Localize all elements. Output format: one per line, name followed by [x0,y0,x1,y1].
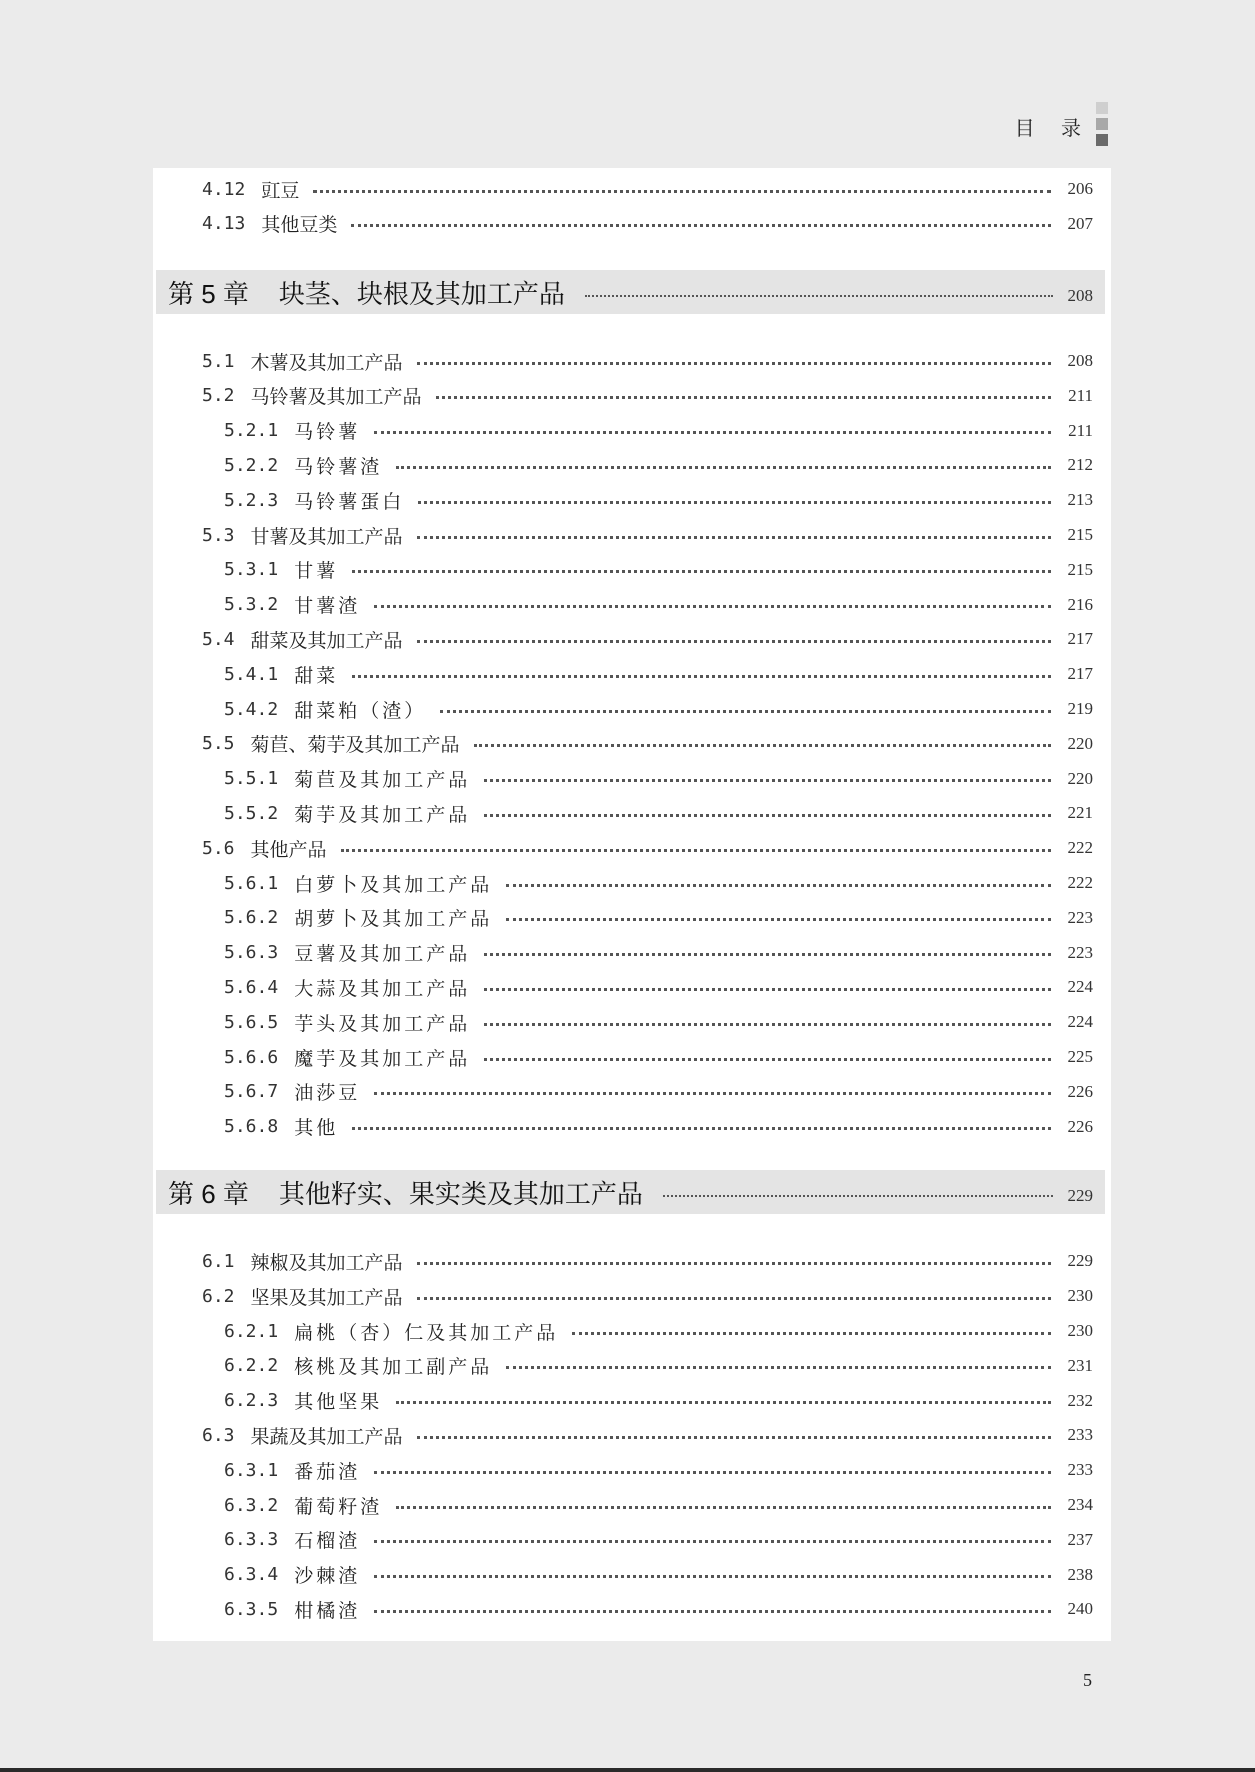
entry-number: 5.6.6 [224,1046,279,1068]
dot-leader [374,605,1051,608]
entry-title: 果蔬及其加工产品 [250,1425,403,1448]
dot-leader [418,501,1051,504]
entry-page: 231 [1067,1355,1093,1375]
entry-page: 221 [1067,803,1093,823]
entry-title: 马铃薯及其加工产品 [250,386,422,409]
dot-leader [417,536,1051,539]
toc-entry[interactable] [153,622,1111,656]
entry-title: 胡萝卜及其加工产品 [294,908,493,931]
dot-leader [417,640,1051,643]
dot-leader [374,1471,1051,1474]
entry-page: 238 [1067,1564,1093,1584]
entry-number: 5.4.2 [224,698,279,720]
dot-leader [572,1332,1051,1335]
entry-page: 216 [1067,594,1093,614]
entry-title: 辣椒及其加工产品 [250,1251,403,1274]
chapter-number: 第 6 章 [168,1178,249,1209]
chapter-title: 块茎、块根及其加工产品 [278,278,565,309]
entry-page: 224 [1067,977,1093,997]
entry-title: 坚果及其加工产品 [250,1286,403,1309]
entry-number: 5.3.2 [224,594,279,616]
entry-number: 5.6.1 [224,872,279,894]
entry-title: 大蒜及其加工产品 [294,977,471,1000]
toc-entry[interactable] [153,1488,1111,1522]
header-title: 目 录 [1014,116,1091,140]
entry-number: 5.6.8 [224,1116,279,1138]
entry-page: 232 [1067,1390,1093,1410]
entry-number: 5.4.1 [224,663,279,685]
entry-page: 217 [1067,629,1093,649]
entry-title: 葡萄籽渣 [294,1495,383,1518]
toc-entry[interactable] [153,796,1111,830]
entry-page: 230 [1067,1321,1093,1340]
entry-title: 豇豆 [261,179,300,202]
entry-title: 石榴渣 [294,1530,361,1553]
entry-title: 马铃薯蛋白 [294,490,405,513]
toc-entry[interactable] [153,1040,1111,1074]
entry-number: 5.1 [202,350,235,372]
toc-entry[interactable] [153,379,1111,413]
dot-leader [374,1610,1051,1613]
entry-page: 212 [1067,455,1093,475]
entry-number: 5.3 [202,524,235,546]
dot-leader [351,224,1051,227]
entry-title: 核桃及其加工副产品 [294,1356,493,1379]
dot-leader [484,779,1051,782]
entry-title: 芋头及其加工产品 [294,1012,471,1035]
entry-page: 215 [1067,559,1093,579]
dot-leader [484,953,1051,956]
dot-leader [417,1297,1051,1300]
entry-page: 226 [1067,1081,1093,1101]
dot-leader [506,918,1051,921]
dot-leader [374,1575,1051,1578]
toc-entry[interactable] [153,1384,1111,1418]
entry-title: 马铃薯渣 [294,455,383,478]
dot-leader [417,1436,1051,1439]
entry-number: 5.4 [202,628,235,650]
toc-entry[interactable] [153,172,1111,206]
chapter-heading[interactable] [156,1170,1105,1214]
dot-leader [484,814,1051,817]
chapter-page: 208 [1067,286,1093,305]
entry-title: 木薯及其加工产品 [250,351,403,374]
entry-page: 208 [1067,351,1093,370]
toc-entry[interactable] [153,1314,1111,1348]
entry-page: 224 [1067,1012,1093,1032]
entry-title: 魔芋及其加工产品 [294,1047,471,1070]
dot-leader [484,1023,1051,1026]
entry-number: 4.13 [202,213,246,235]
entry-number: 6.2.2 [224,1355,279,1377]
entry-page: 237 [1067,1529,1093,1549]
toc-entry[interactable] [153,344,1111,378]
dot-leader [474,744,1051,747]
entry-title: 其他产品 [250,838,327,861]
entry-page: 220 [1067,768,1093,788]
dot-leader [440,710,1051,713]
entry-title: 甜菜及其加工产品 [250,629,403,652]
entry-title: 菊芋及其加工产品 [294,803,471,826]
toc-entry[interactable] [153,448,1111,482]
toc-entry[interactable] [153,901,1111,935]
dot-leader [352,675,1051,678]
dot-leader [313,190,1051,193]
entry-title: 白萝卜及其加工产品 [294,873,493,896]
entry-number: 6.2.1 [224,1320,279,1342]
entry-number: 5.6.4 [224,976,279,998]
entry-title: 马铃薯 [294,421,361,444]
dot-leader [374,1540,1051,1543]
entry-number: 5.5 [202,733,235,755]
entry-number: 6.1 [202,1250,235,1272]
entry-page: 217 [1067,664,1093,684]
dot-leader [341,849,1051,852]
entry-title: 沙棘渣 [294,1565,361,1588]
dot-leader [417,1262,1051,1265]
dot-leader [396,466,1051,469]
entry-title: 甘薯渣 [294,595,361,618]
entry-number: 6.3.3 [224,1529,279,1551]
entry-page: 233 [1067,1460,1093,1480]
chapter-heading[interactable] [156,270,1105,314]
toc-entry[interactable] [153,1418,1111,1452]
entry-title: 其他豆类 [261,214,338,237]
toc-entry[interactable] [153,1523,1111,1557]
toc-entry[interactable] [153,1110,1111,1144]
entry-page: 223 [1067,942,1093,962]
entry-number: 6.3.2 [224,1494,279,1516]
toc-entry[interactable] [153,1592,1111,1626]
dot-leader [374,431,1051,434]
dot-leader [484,988,1051,991]
dot-leader [396,1401,1051,1404]
entry-number: 6.3.4 [224,1564,279,1586]
entry-number: 5.2.2 [224,454,279,476]
entry-number: 5.5.2 [224,802,279,824]
entry-page: 206 [1067,179,1093,198]
dot-leader [585,295,1053,297]
entry-page: 223 [1067,907,1093,927]
toc-entry[interactable] [153,727,1111,761]
entry-page: 222 [1067,873,1093,892]
corner-mark-icon [1096,102,1110,148]
bottom-rule [0,1768,1255,1772]
toc-entry[interactable] [153,1453,1111,1487]
entry-number: 6.3 [202,1424,235,1446]
toc-entry[interactable] [153,414,1111,448]
toc-entry[interactable] [153,831,1111,865]
toc-entry[interactable] [153,518,1111,552]
entry-page: 220 [1067,733,1093,753]
entry-page: 211 [1068,420,1093,440]
toc-entry[interactable] [153,657,1111,691]
toc-entry[interactable] [153,866,1111,900]
entry-page: 207 [1067,213,1093,233]
entry-title: 甜菜粕（渣） [294,699,427,722]
toc-entry[interactable] [153,970,1111,1004]
dot-leader [506,884,1051,887]
entry-number: 5.2.1 [224,420,279,442]
entry-page: 211 [1068,385,1093,405]
toc-entry[interactable] [153,1244,1111,1278]
dot-leader [396,1506,1051,1509]
entry-number: 5.2 [202,385,235,407]
entry-number: 5.2.3 [224,489,279,511]
entry-page: 230 [1067,1286,1093,1306]
entry-title: 油莎豆 [294,1082,361,1105]
toc-panel [153,168,1111,1641]
entry-number: 5.6.7 [224,1081,279,1103]
entry-number: 6.2.3 [224,1390,279,1412]
entry-number: 5.6 [202,837,235,859]
dot-leader [484,1058,1051,1061]
entry-page: 226 [1067,1116,1093,1136]
dot-leader [352,570,1051,573]
entry-number: 6.2 [202,1285,235,1307]
entry-title: 菊苣、菊芋及其加工产品 [250,734,460,757]
page-number: 5 [1083,1670,1092,1690]
entry-number: 5.3.1 [224,559,279,581]
entry-page: 225 [1067,1047,1093,1066]
entry-page: 222 [1067,838,1093,858]
entry-number: 6.3.5 [224,1598,279,1620]
entry-number: 5.6.5 [224,1011,279,1033]
entry-page: 240 [1067,1599,1093,1619]
dot-leader [506,1366,1051,1369]
toc-entry[interactable] [153,588,1111,622]
entry-page: 219 [1067,699,1093,718]
toc-entry[interactable] [153,692,1111,726]
dot-leader [374,1092,1051,1095]
toc-entry[interactable] [153,207,1111,241]
chapter-number: 第 5 章 [168,278,249,309]
entry-number: 5.6.3 [224,942,279,964]
entry-title: 甜菜 [294,664,339,687]
toc-entry[interactable] [153,1279,1111,1313]
entry-page: 213 [1067,490,1093,510]
dot-leader [663,1195,1053,1197]
entry-title: 扁桃（杏）仁及其加工产品 [294,1321,559,1344]
entry-title: 其他坚果 [294,1391,383,1414]
entry-page: 234 [1067,1495,1093,1514]
entry-page: 233 [1067,1425,1093,1445]
entry-title: 其他 [294,1117,339,1140]
entry-page: 229 [1067,1251,1093,1271]
chapter-page: 229 [1067,1186,1093,1206]
toc-entry[interactable] [153,483,1111,517]
entry-title: 柑橘渣 [294,1599,361,1622]
dot-leader [436,396,1051,399]
entry-number: 5.5.1 [224,768,279,790]
toc-entry[interactable] [153,1075,1111,1109]
entry-number: 4.12 [202,178,246,200]
chapter-title: 其他籽实、果实类及其加工产品 [278,1178,643,1209]
toc-entry[interactable] [153,936,1111,970]
entry-title: 甘薯及其加工产品 [250,525,403,548]
toc-entry[interactable] [153,553,1111,587]
entry-page: 215 [1067,525,1093,544]
dot-leader [417,362,1051,365]
entry-number: 6.3.1 [224,1459,279,1481]
entry-number: 5.6.2 [224,907,279,929]
toc-entry[interactable] [153,1349,1111,1383]
entry-title: 豆薯及其加工产品 [294,943,471,966]
dot-leader [352,1127,1051,1130]
entry-title: 番茄渣 [294,1460,361,1483]
toc-entry[interactable] [153,1558,1111,1592]
toc-entry[interactable] [153,762,1111,796]
entry-title: 甘薯 [294,560,339,583]
entry-title: 菊苣及其加工产品 [294,769,471,792]
toc-entry[interactable] [153,1005,1111,1039]
